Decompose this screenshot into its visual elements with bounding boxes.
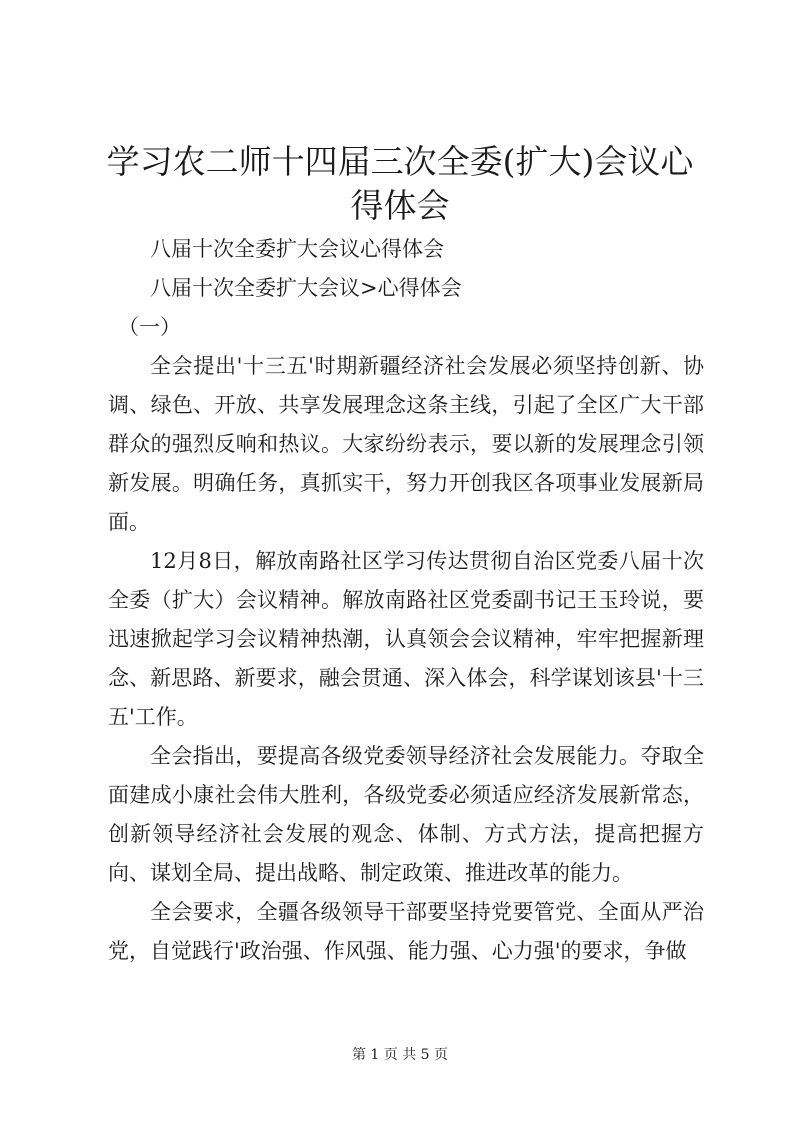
paragraph-subtitle-1: 八届十次全委扩大会议心得体会: [150, 237, 444, 261]
document-body: [108, 230, 704, 971]
paragraph-body: 全会提出'十三五'时期新疆经济社会发展必须坚持创新、协调、绿色、开放、共享发展理念这条主线，引起了全区广大干部群众的强烈反响和热议。大家纷纷表示，要以新的发展理念引领新发展。明确任务，真抓实干，努力开创我区各项事业发展新局面。: [108, 354, 704, 534]
document-title: 学习农二师十四届三次全委(扩大)会议心得体会: [106, 142, 694, 225]
paragraph-body: 12月8日，解放南路社区学习传达贯彻自治区党委八届十次全委（扩大）会议精神。解放南路社区党委副书记王玉玲说，要迅速掀起学习会议精神热潮，认真领会会议精神，牢牢把握新理念、新思路、新要求，融会贯通、深入体会，科学谋划该县'十三五'工作。: [108, 549, 704, 729]
paragraph-body: 全会要求，全疆各级领导干部要坚持党要管党、全面从严治党，自觉践行'政治强、作风强、能力强、心力强'的要求，争做: [108, 900, 704, 963]
paragraph-body: 全会指出，要提高各级党委领导经济社会发展能力。夺取全面建成小康社会伟大胜利，各级党委必须适应经济发展新常态，创新领导经济社会发展的观念、体制、方式方法，提高把握方向、谋划全局、提出战略、制定政策、推进改革的能力。: [108, 744, 704, 885]
paragraph-subtitle-2: 八届十次全委扩大会议>心得体会: [150, 276, 462, 300]
page-footer: 第 1 页 共 5 页: [351, 1047, 449, 1063]
paragraph-section-marker: （一）: [118, 315, 181, 339]
